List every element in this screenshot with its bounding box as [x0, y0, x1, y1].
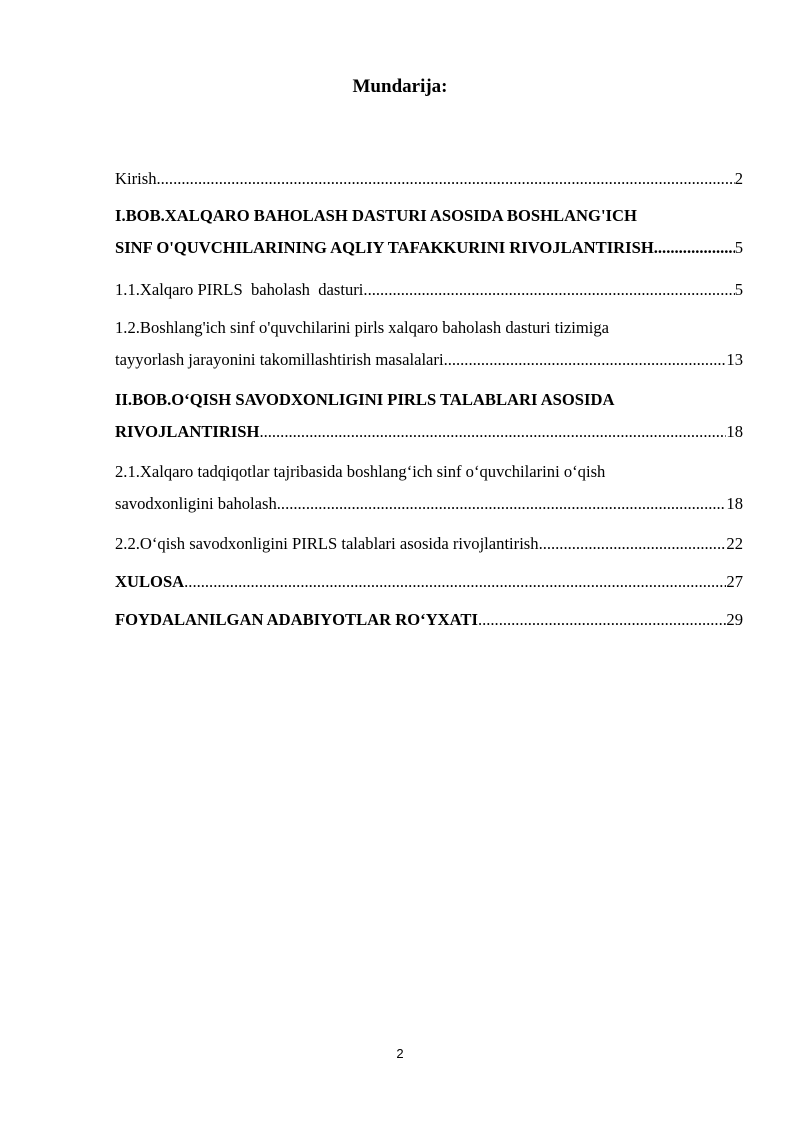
toc-entry-title-line: RIVOJLANTIRISH	[115, 422, 260, 441]
toc-entry-title-line: savodxonligini baholash	[115, 494, 277, 513]
toc-entry-kirish[interactable]	[115, 163, 743, 195]
toc-entry-title-line: 1.2.Boshlang'ich sinf o'quvchilarini pirls xalqaro baholash dasturi tizimiga	[115, 318, 610, 337]
toc-page-number: 13	[726, 350, 743, 369]
toc-page-number: 27	[726, 572, 743, 591]
dot-leader	[539, 528, 727, 560]
toc-entry-section-1-1[interactable]	[115, 274, 743, 306]
page-title: Mundarija:	[352, 76, 448, 97]
toc-entry-title-line: I.BOB.XALQARO BAHOLASH DASTURI ASOSIDA BOSHLANG'ICH	[115, 206, 637, 225]
page-number: 2	[396, 1046, 404, 1061]
dot-leader	[259, 416, 726, 448]
toc-page-number: 18	[726, 494, 743, 513]
toc-entry-chapter-2[interactable]	[115, 384, 743, 448]
toc-page-number: 29	[726, 610, 743, 629]
toc-entry-section-2-2[interactable]	[115, 528, 743, 560]
toc-page-number: 22	[726, 534, 743, 553]
dot-leader	[363, 274, 734, 306]
dot-leader	[156, 163, 734, 195]
toc-entry-title-line: 2.1.Xalqaro tadqiqotlar tajribasida boshlang‘ich sinf o‘quvchilarini o‘qish	[115, 462, 606, 481]
toc-page-number: 18	[726, 422, 743, 441]
toc-entry-title: XULOSA	[115, 572, 185, 591]
toc-entry-title: FOYDALANILGAN ADABIYOTLAR RO‘YXATI	[115, 610, 478, 629]
toc-entry-title-line: II.BOB.O‘QISH SAVODXONLIGINI PIRLS TALABLARI ASOSIDA	[115, 390, 615, 409]
dot-leader	[444, 344, 727, 376]
toc-entry-title: 1.1.Xalqaro PIRLS baholash dasturi	[115, 280, 364, 299]
dot-leader	[478, 604, 726, 636]
toc-entry-section-1-2[interactable]	[115, 312, 743, 376]
toc-page-number: 5	[734, 280, 743, 299]
toc-entry-title-line: tayyorlash jarayonini takomillashtirish masalalari	[115, 350, 444, 369]
toc-entry-references[interactable]	[115, 604, 743, 636]
dot-leader	[654, 232, 735, 264]
dot-leader	[184, 566, 726, 598]
toc-entry-title-line: SINF O'QUVCHILARINING AQLIY TAFAKKURINI RIVOJLANTIRISH	[115, 238, 654, 257]
toc-entry-title: Kirish	[115, 169, 157, 188]
toc-page-number: 5	[734, 238, 743, 257]
toc-entry-chapter-1[interactable]	[115, 200, 743, 264]
toc-page-number: 2	[734, 169, 743, 188]
dot-leader	[277, 488, 727, 520]
toc-entry-xulosa[interactable]	[115, 566, 743, 598]
toc-entry-section-2-1[interactable]	[115, 456, 743, 520]
toc-entry-title: 2.2.O‘qish savodxonligini PIRLS talablari asosida rivojlantirish	[115, 534, 539, 553]
